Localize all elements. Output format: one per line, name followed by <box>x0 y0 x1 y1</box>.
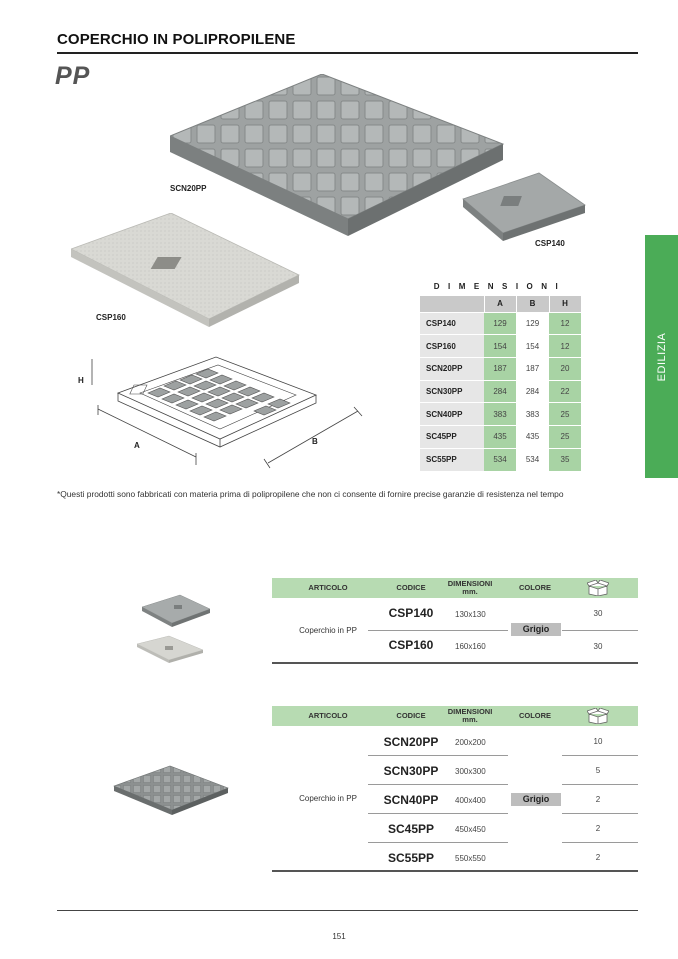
dim-row <box>420 357 581 380</box>
code-sc55pp: SC55PP <box>387 851 435 865</box>
code-csp160: CSP160 <box>388 638 434 652</box>
dim-b: 284 <box>516 380 549 403</box>
side-tab-edilizia[interactable] <box>645 235 678 478</box>
dim-b: 154 <box>516 335 549 358</box>
row-divider <box>368 842 508 843</box>
dim-a: 534 <box>484 448 516 471</box>
dim-h: 25 <box>549 425 581 448</box>
dim-scn20pp: 200x200 <box>455 738 486 747</box>
row-divider <box>562 784 638 785</box>
dimensions-table <box>420 296 582 471</box>
qty-scn40pp: 2 <box>595 795 601 804</box>
dim-b: 129 <box>516 312 549 335</box>
row-divider <box>562 813 638 814</box>
dim-label-h: H <box>78 376 84 385</box>
dim-a: 383 <box>484 403 516 426</box>
dim-h: 20 <box>549 357 581 380</box>
csp140-thumbnail <box>140 593 212 629</box>
dim-code: CSP160 <box>420 335 484 358</box>
colore-grigio: Grigio <box>511 623 561 636</box>
dim-header-h: H <box>549 296 581 312</box>
product-table-2 <box>272 706 638 874</box>
dim-csp160: 160x160 <box>455 642 486 651</box>
code-sc45pp: SC45PP <box>387 822 435 836</box>
dim-row <box>420 403 581 426</box>
qty-sc45pp: 2 <box>595 824 601 833</box>
dim-code: SC45PP <box>420 425 484 448</box>
dim-scn30pp: 300x300 <box>455 767 486 776</box>
qty-scn30pp: 5 <box>595 766 601 775</box>
side-tab-label: EDILIZIA <box>655 332 668 381</box>
scn20pp-lid-image <box>170 74 505 236</box>
header-codice: CODICE <box>396 711 426 720</box>
dim-a: 154 <box>484 335 516 358</box>
box-icon <box>578 706 618 726</box>
dim-b: 383 <box>516 403 549 426</box>
dim-header-a: A <box>484 296 516 312</box>
dim-code: SCN20PP <box>420 357 484 380</box>
header-colore: COLORE <box>518 711 552 720</box>
dim-csp140: 130x130 <box>455 610 486 619</box>
dim-sc45pp: 450x450 <box>455 825 486 834</box>
product-table-1 <box>272 578 638 666</box>
row-divider <box>368 755 508 756</box>
dim-code: CSP140 <box>420 312 484 335</box>
page-number: 151 <box>332 932 346 941</box>
dim-header-blank <box>420 296 484 312</box>
table-bottom-rule <box>272 662 638 664</box>
dimensions-title: DIMENSIONI <box>433 282 567 291</box>
dim-row <box>420 335 581 358</box>
label-csp140: CSP140 <box>535 239 565 248</box>
csp160-thumbnail <box>135 634 205 664</box>
articolo-text: Coperchio in PP <box>299 626 357 635</box>
row-divider <box>562 755 638 756</box>
table-bottom-rule <box>272 870 638 872</box>
dim-h: 35 <box>549 448 581 471</box>
dim-b: 534 <box>516 448 549 471</box>
box-icon <box>578 578 618 598</box>
articolo-text: Coperchio in PP <box>299 794 357 803</box>
qty-csp140: 30 <box>593 609 603 618</box>
row-divider <box>368 630 508 631</box>
dim-code: SC55PP <box>420 448 484 471</box>
code-scn20pp: SCN20PP <box>383 735 439 749</box>
table-header <box>272 706 638 726</box>
csp140-lid-image <box>461 171 587 243</box>
dim-scn40pp: 400x400 <box>455 796 486 805</box>
dim-label-a: A <box>134 441 140 450</box>
dim-code: SCN40PP <box>420 403 484 426</box>
dim-row <box>420 425 581 448</box>
code-scn30pp: SCN30PP <box>383 764 439 778</box>
header-colore: COLORE <box>518 583 552 592</box>
header-dimensioni: DIMENSIONI mm. <box>447 707 493 724</box>
disclaimer-note: *Questi prodotti sono fabbricati con materia prima di polipropilene che non ci consente di fornire precise garanzie di resistenza nel tempo <box>57 489 564 499</box>
row-divider <box>562 842 638 843</box>
table-header <box>272 578 638 598</box>
header-articolo: ARTICOLO <box>308 711 348 720</box>
dim-b: 187 <box>516 357 549 380</box>
qty-scn20pp: 10 <box>593 737 603 746</box>
header-dimensioni: DIMENSIONI mm. <box>447 579 493 596</box>
page-title: COPERCHIO IN POLIPROPILENE <box>57 31 296 48</box>
dim-h: 25 <box>549 403 581 426</box>
dim-h: 12 <box>549 335 581 358</box>
code-csp140: CSP140 <box>388 606 434 620</box>
row-divider <box>368 784 508 785</box>
colore-grigio: Grigio <box>511 793 561 806</box>
dim-row <box>420 380 581 403</box>
technical-drawing <box>78 355 368 473</box>
dim-row <box>420 448 581 471</box>
row-divider <box>562 630 638 631</box>
label-scn20pp: SCN20PP <box>170 184 207 193</box>
dim-sc55pp: 550x550 <box>455 854 486 863</box>
scn-grid-thumbnail <box>112 764 230 816</box>
dim-header-b: B <box>516 296 549 312</box>
pp-logo: PP <box>55 62 91 90</box>
dim-a: 187 <box>484 357 516 380</box>
header-codice: CODICE <box>396 583 426 592</box>
dim-code: SCN30PP <box>420 380 484 403</box>
dim-a: 284 <box>484 380 516 403</box>
dim-a: 129 <box>484 312 516 335</box>
header-articolo: ARTICOLO <box>308 583 348 592</box>
qty-sc55pp: 2 <box>595 853 601 862</box>
label-csp160: CSP160 <box>96 313 126 322</box>
dim-a: 435 <box>484 425 516 448</box>
code-scn40pp: SCN40PP <box>383 793 439 807</box>
dim-h: 12 <box>549 312 581 335</box>
row-divider <box>368 813 508 814</box>
footer-divider <box>57 910 638 911</box>
dim-b: 435 <box>516 425 549 448</box>
dim-h: 22 <box>549 380 581 403</box>
dim-label-b: B <box>312 437 318 446</box>
title-divider <box>57 52 638 54</box>
qty-csp160: 30 <box>593 642 603 651</box>
dim-row <box>420 312 581 335</box>
